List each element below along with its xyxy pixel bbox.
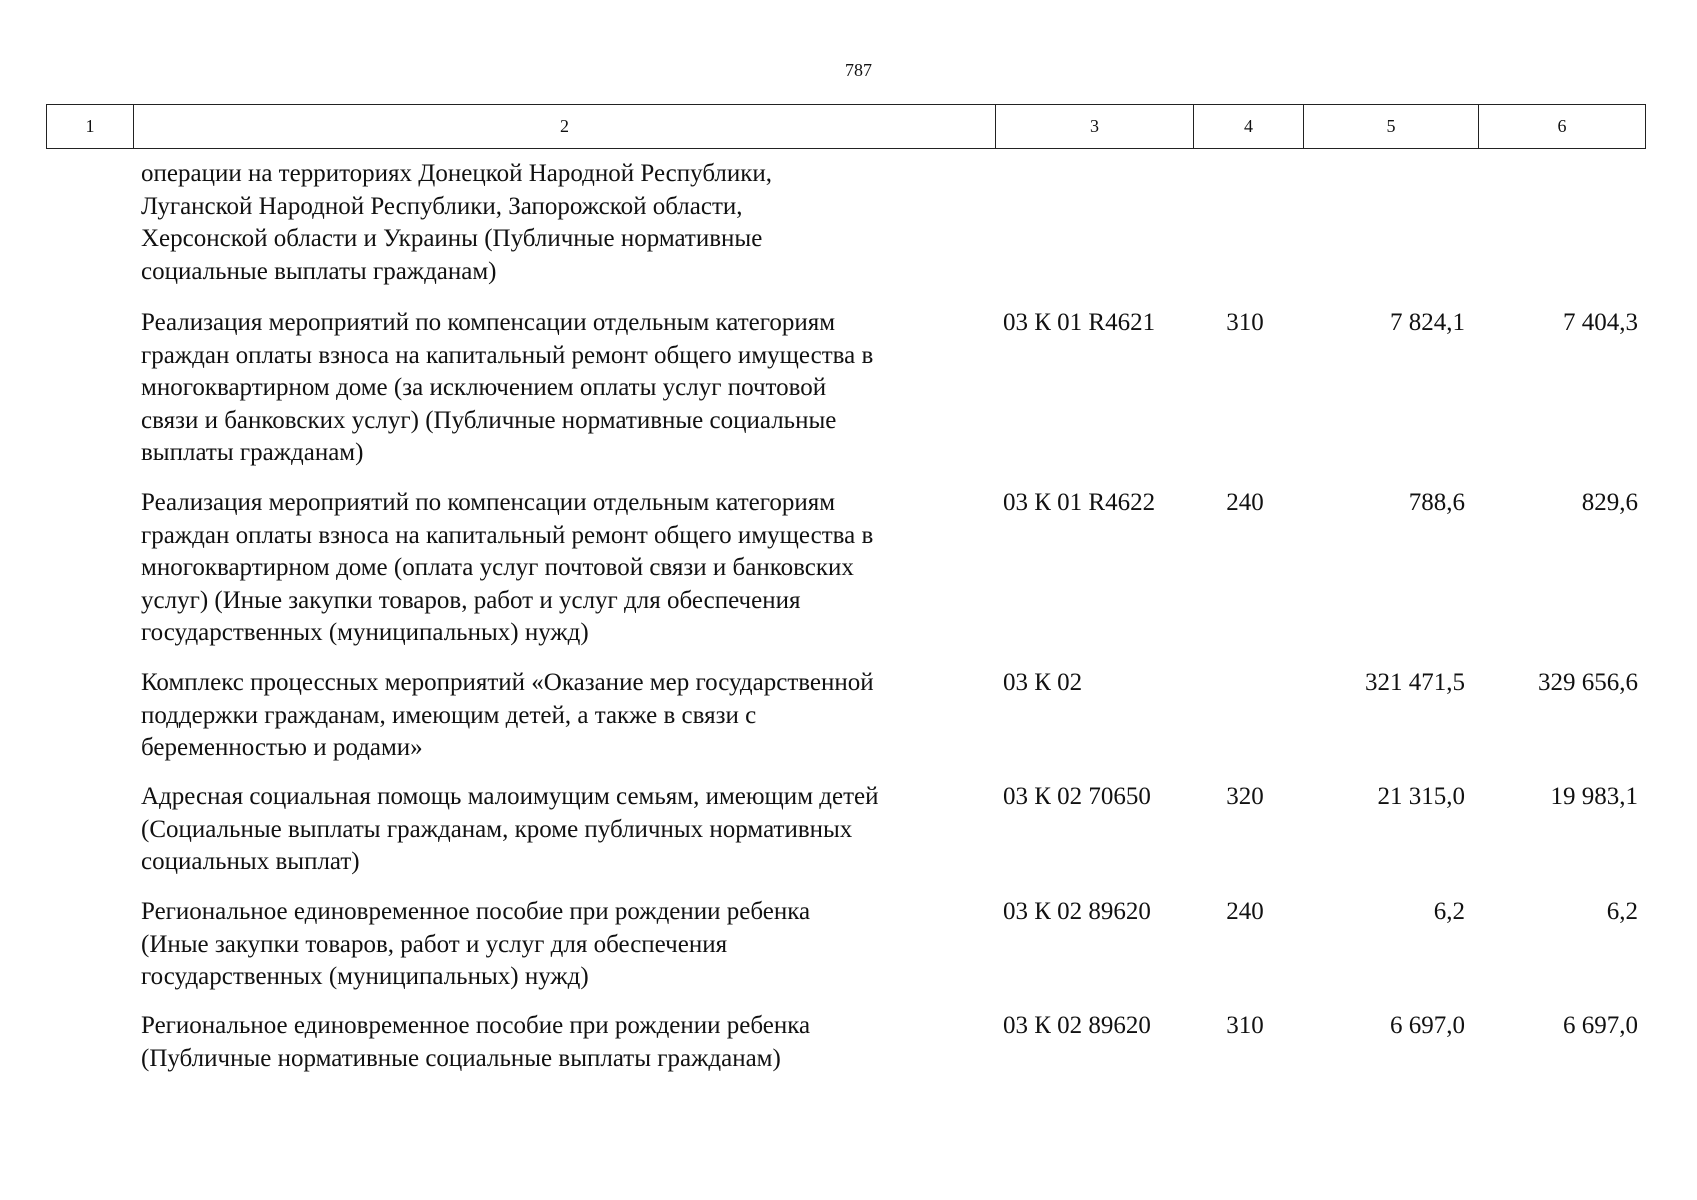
row-expense-type: 310 [1226, 309, 1264, 336]
row-description: Региональное единовременное пособие при рождении ребенка (Публичные нормативные социальные выплаты гражданам) [141, 1012, 811, 1072]
column-header-table [46, 104, 1646, 149]
row-description: операции на территориях Донецкой Народной Республики, Луганской Народной Республики, Запорожской области, Херсонской области и Украины (Публичные нормативные социальные выплаты гражданам) [141, 160, 773, 285]
row-target-code: 03 К 01 R4621 [1003, 309, 1156, 336]
row-value-col6: 7 404,3 [1563, 309, 1638, 336]
row-value-col5: 321 471,5 [1365, 669, 1465, 696]
column-header-4: 4 [1194, 105, 1304, 149]
row-value-col5: 6,2 [1433, 898, 1465, 925]
row-value-col6: 829,6 [1581, 489, 1638, 516]
row-description: Адресная социальная помощь малоимущим семьям, имеющим детей (Социальные выплаты гражданам, кроме публичных нормативных социальных выплат) [141, 783, 879, 876]
row-description: Комплекс процессных мероприятий «Оказание мер государственной поддержки гражданам, имеющим детей, а также в связи с беременностью и родами» [141, 669, 874, 762]
column-header-1: 1 [47, 105, 134, 149]
row-value-col6: 19 983,1 [1550, 783, 1638, 810]
row-value-col5: 788,6 [1408, 489, 1465, 516]
column-header-2: 2 [134, 105, 996, 149]
row-target-code: 03 К 02 [1003, 669, 1083, 696]
column-header-5: 5 [1304, 105, 1479, 149]
row-value-col5: 21 315,0 [1377, 783, 1465, 810]
row-target-code: 03 К 01 R4622 [1003, 489, 1156, 516]
row-expense-type: 320 [1226, 783, 1264, 810]
row-description: Реализация мероприятий по компенсации отдельным категориям граждан оплаты взноса на капитальный ремонт общего имущества в многоквартирном доме (оплата услуг почтовой связи и банковских услуг) (Иные закупки товаров, работ и услуг для обеспечения государственных (муниципальных) нужд) [141, 489, 874, 647]
row-value-col5: 6 697,0 [1390, 1012, 1465, 1039]
row-value-col6: 6 697,0 [1563, 1012, 1638, 1039]
page-number: 787 [845, 60, 872, 80]
column-header-row [47, 105, 1646, 149]
row-expense-type: 240 [1226, 489, 1264, 516]
row-target-code: 03 К 02 89620 [1003, 898, 1151, 925]
column-header-3: 3 [996, 105, 1194, 149]
row-expense-type: 310 [1226, 1012, 1264, 1039]
row-value-col6: 6,2 [1606, 898, 1638, 925]
column-header-6: 6 [1479, 105, 1646, 149]
row-target-code: 03 К 02 70650 [1003, 783, 1151, 810]
row-value-col6: 329 656,6 [1538, 669, 1638, 696]
row-expense-type: 240 [1226, 898, 1264, 925]
row-description: Региональное единовременное пособие при рождении ребенка (Иные закупки товаров, работ и услуг для обеспечения государственных (муниципальных) нужд) [141, 898, 811, 991]
row-value-col5: 7 824,1 [1390, 309, 1465, 336]
row-target-code: 03 К 02 89620 [1003, 1012, 1151, 1039]
row-description: Реализация мероприятий по компенсации отдельным категориям граждан оплаты взноса на капитальный ремонт общего имущества в многоквартирном доме (за исключением оплаты услуг почтовой связи и банковских услуг) (Публичные нормативные социальные выплаты гражданам) [141, 309, 874, 467]
